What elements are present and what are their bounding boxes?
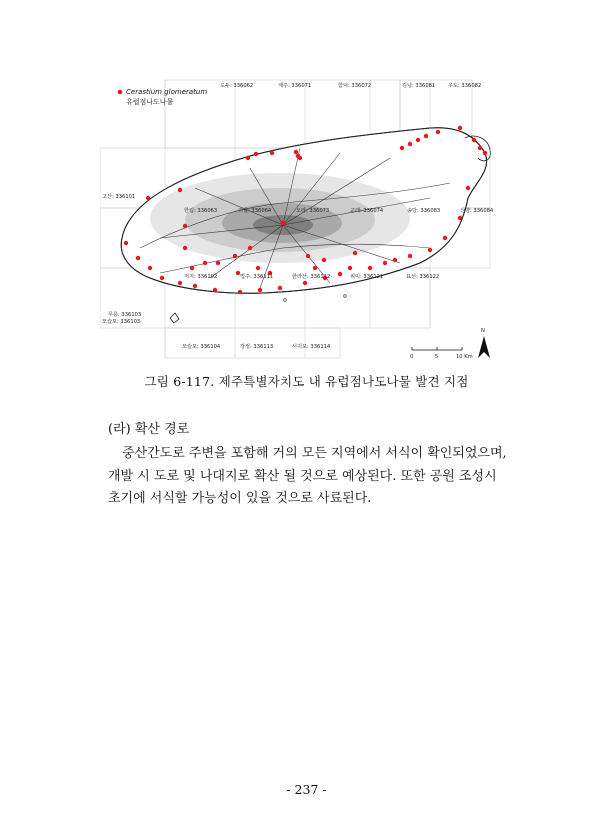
tile-label: 한라산: 336112 [292, 274, 331, 280]
tile-label: 함덕: 336072 [338, 83, 372, 89]
legend-common-name: 유럽점나도나물 [126, 98, 174, 106]
page-number: - 237 - [286, 782, 327, 797]
tile-label: 서귀포: 336114 [292, 344, 331, 350]
north-arrow-icon [478, 328, 490, 358]
island-shape [121, 128, 490, 323]
scale-label: 0 [410, 354, 414, 360]
tile-label: 송당: 336083 [407, 208, 441, 214]
tile-label: 도두: 336062 [220, 83, 254, 89]
body-paragraph [108, 443, 508, 511]
tile-label: 우도: 336082 [448, 83, 482, 89]
scale-bar [410, 347, 473, 360]
paragraph-line: 중산간도로 주변을 포함해 거의 모든 지역에서 서식이 확인되었으며, [122, 446, 507, 461]
figure-caption: 그림 6-117. 제주특별자치도 내 유럽점나도나물 발견 지점 [144, 374, 469, 389]
tile-label: 교래: 336074 [350, 208, 384, 214]
distribution-map-figure [100, 78, 500, 363]
north-label: N [481, 328, 485, 334]
legend-species: Cerastium glomeratum [126, 88, 208, 96]
scale-label: 10 Km [456, 354, 473, 360]
tile-label: 한림: 336063 [184, 208, 218, 214]
tile-label: 제주: 336071 [278, 83, 312, 89]
tile-label: 모슬포: 336103 [102, 319, 141, 325]
tile-label: 오라: 336073 [296, 208, 330, 214]
paragraph-line: 초기에 서식할 가능성이 있을 것으로 사료된다. [108, 491, 372, 506]
tile-label: 표선: 336122 [406, 274, 440, 280]
jeju-map [100, 78, 500, 363]
tile-label: 신양: 336084 [460, 208, 494, 214]
tile-label: 무릉: 336103 [108, 312, 142, 318]
tile-label: 위미: 336121 [350, 274, 384, 280]
section-heading: (라) 확산 경로 [108, 422, 190, 437]
paragraph-line: 개발 시 도로 및 나대지로 확산 될 것으로 예상된다. 또한 공원 조성시 [108, 468, 497, 484]
tile-label: 강정: 336113 [240, 344, 274, 350]
legend-marker [118, 90, 123, 95]
tile-label: 법주: 336111 [240, 274, 274, 280]
tile-label: 고산: 336101 [102, 194, 136, 200]
scale-label: 5 [435, 354, 439, 360]
tile-label: 귀월: 336064 [238, 208, 272, 214]
tile-label: 김녕: 336081 [402, 83, 436, 89]
tile-label: 모슬포: 336104 [182, 344, 221, 350]
map-legend [118, 88, 208, 106]
tile-label: 저지: 336102 [184, 274, 218, 280]
